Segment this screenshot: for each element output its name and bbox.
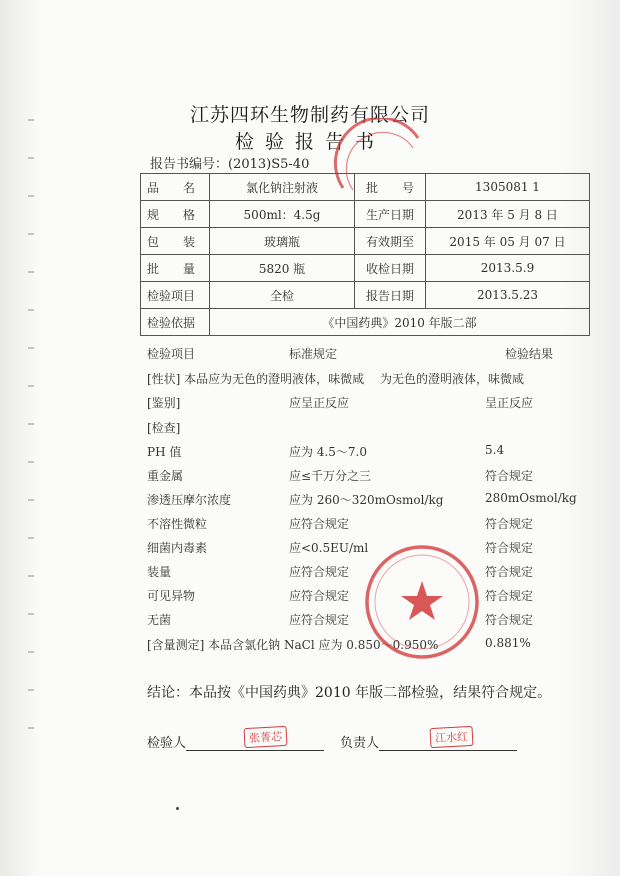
result-item: [含量测定] 本品含氯化钠 NaCl 应为 0.850～0.950% xyxy=(147,638,439,652)
result-value: 符合规定 xyxy=(485,469,534,483)
result-standard: 应符合规定 xyxy=(289,565,350,579)
label-basis: 检验依据 xyxy=(141,309,210,336)
result-row-osmolality xyxy=(147,491,597,511)
value-product-name: 氯化钠注射液 xyxy=(210,174,355,201)
result-standard: 应符合规定 xyxy=(289,613,350,627)
table-row xyxy=(141,282,590,309)
result-value: 符合规定 xyxy=(485,541,534,555)
result-item: 可见异物 xyxy=(147,589,196,603)
result-standard: 应符合规定 xyxy=(289,589,350,603)
result-standard: 应为 4.5～7.0 xyxy=(289,445,367,459)
responsible-name-stamp: 江水红 xyxy=(430,726,474,748)
label-spec: 规 格 xyxy=(141,201,210,228)
result-row-appearance xyxy=(147,370,597,390)
table-row xyxy=(141,309,590,336)
result-value: 0.881% xyxy=(485,636,531,650)
value-test-items: 全检 xyxy=(210,282,355,309)
value-batch-no: 1305081 1 xyxy=(426,174,590,201)
inspector-label: 检验人 xyxy=(147,736,187,751)
company-name: 江苏四环生物制药有限公司 xyxy=(189,104,430,126)
header-item: 检验项目 xyxy=(147,347,196,361)
table-row xyxy=(141,201,590,228)
result-item: 重金属 xyxy=(147,469,184,483)
result-value: 符合规定 xyxy=(485,613,534,627)
value-production-date: 2013 年 5 月 8 日 xyxy=(426,201,590,228)
result-value: 5.4 xyxy=(485,443,505,457)
label-expiry: 有效期至 xyxy=(355,228,426,255)
result-item: 渗透压摩尔浓度 xyxy=(147,493,232,507)
result-value: 280mOsmol/kg xyxy=(485,491,577,505)
value-expiry: 2015 年 05 月 07 日 xyxy=(426,228,590,255)
value-basis: 《中国药典》2010 年版二部 xyxy=(210,309,590,336)
result-value: 符合规定 xyxy=(485,589,534,603)
label-production-date: 生产日期 xyxy=(355,201,426,228)
inspector-signature xyxy=(147,732,324,751)
result-standard: 应为 260～320mOsmol/kg xyxy=(289,493,444,507)
result-item: [检查] xyxy=(147,421,181,435)
responsible-label: 负责人 xyxy=(340,736,380,751)
value-batch-size: 5820 瓶 xyxy=(210,255,355,282)
inspector-name-stamp: 张菁芯 xyxy=(244,726,288,748)
result-row-identification xyxy=(147,394,597,414)
value-spec: 500ml：4.5g xyxy=(210,201,355,228)
result-item: 无菌 xyxy=(147,613,172,627)
table-row xyxy=(141,174,590,201)
result-standard: 应≤千万分之三 xyxy=(289,469,372,483)
label-received-date: 收检日期 xyxy=(355,255,426,282)
result-standard: 应<0.5EU/ml xyxy=(289,541,369,555)
label-batch-no: 批 号 xyxy=(355,174,426,201)
label-product-name: 品 名 xyxy=(141,174,210,201)
result-item: 细菌内毒素 xyxy=(147,541,208,555)
report-number: 报告书编号：(2013)S5-40 xyxy=(150,157,310,172)
result-value: 符合规定 xyxy=(485,565,534,579)
conclusion-text: 结论：本品按《中国药典》2010 年版二部检验，结果符合规定。 xyxy=(147,685,552,701)
result-row-particles xyxy=(147,515,597,535)
label-test-items: 检验项目 xyxy=(141,282,210,309)
paper-speck xyxy=(176,807,179,810)
result-row-checks xyxy=(147,419,597,439)
result-row-ph xyxy=(147,443,597,463)
result-row-heavy-metal xyxy=(147,467,597,487)
company-seal-stamp xyxy=(363,543,481,661)
product-info-table xyxy=(140,173,590,336)
result-item: [鉴别] xyxy=(147,396,181,410)
value-report-date: 2013.5.23 xyxy=(426,282,590,309)
value-package: 玻璃瓶 xyxy=(210,228,355,255)
result-value: 呈正反应 xyxy=(485,396,534,410)
responsible-signature xyxy=(340,732,517,751)
result-item: 不溶性微粒 xyxy=(147,517,208,531)
document-title: 检验报告书 xyxy=(234,131,385,153)
value-received-date: 2013.5.9 xyxy=(426,255,590,282)
result-value: 符合规定 xyxy=(485,517,534,531)
label-batch-size: 批 量 xyxy=(141,255,210,282)
binding-edge xyxy=(28,110,34,750)
label-report-date: 报告日期 xyxy=(355,282,426,309)
label-package: 包 装 xyxy=(141,228,210,255)
result-standard: 应呈正反应 xyxy=(289,396,350,410)
result-standard: 应符合规定 xyxy=(289,517,350,531)
table-row xyxy=(141,228,590,255)
header-result: 检验结果 xyxy=(505,347,554,361)
result-item: [性状] 本品应为无色的澄明液体，味微咸 xyxy=(147,372,365,386)
table-row xyxy=(141,255,590,282)
result-item: 装量 xyxy=(147,565,172,579)
results-header xyxy=(147,345,597,365)
result-item: PH 值 xyxy=(147,445,182,459)
header-standard: 标准规定 xyxy=(289,347,338,361)
result-value: 为无色的澄明液体，味微咸 xyxy=(380,372,525,386)
